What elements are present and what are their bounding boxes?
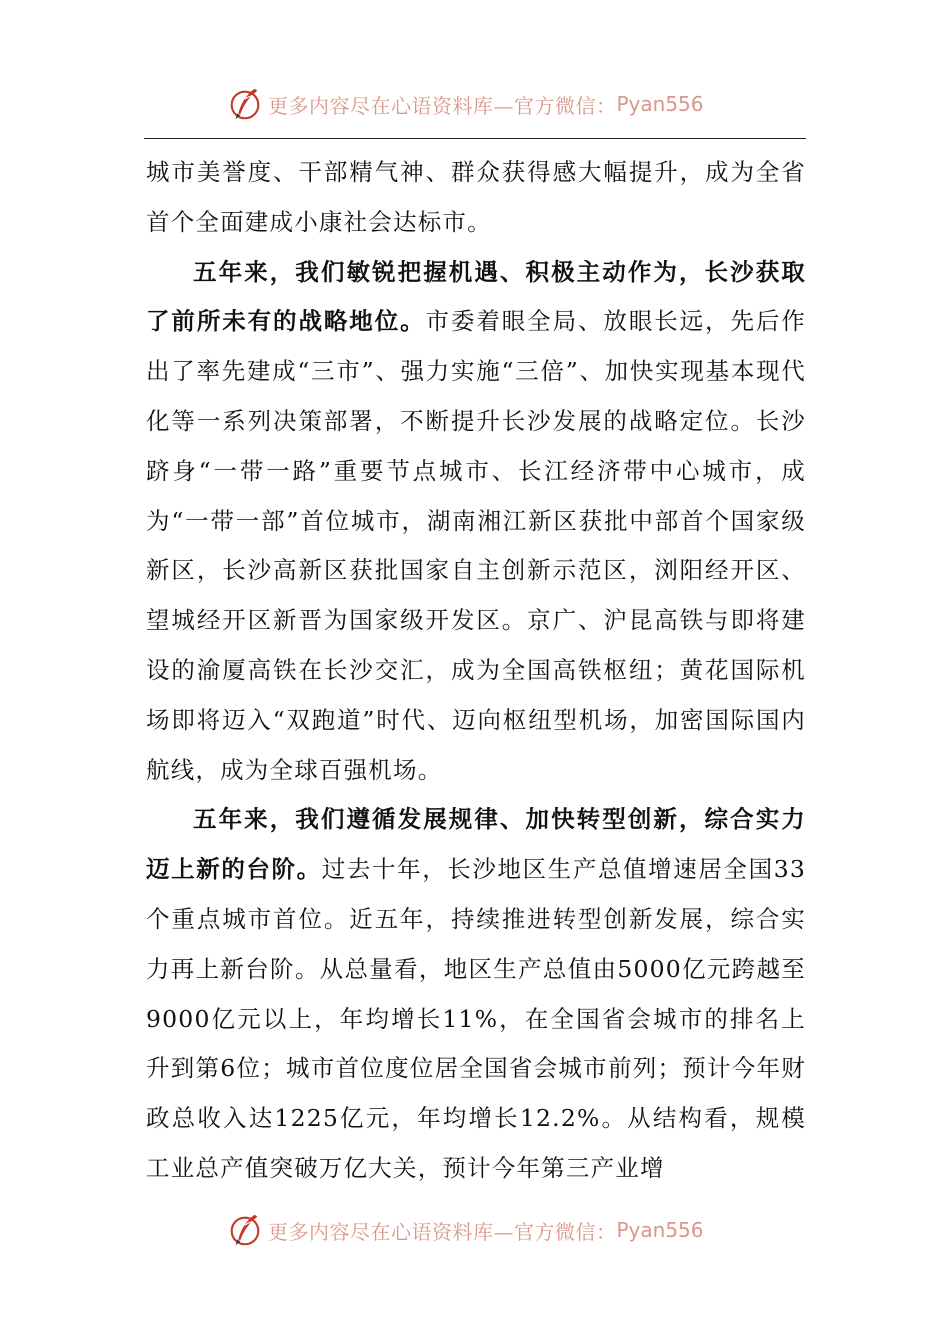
footer-watermark (226, 1210, 704, 1250)
paragraph-lead: 五年来，我们敏锐把握机遇、积极主动作为，长沙获取了前所未有的战略地位。 (146, 257, 806, 336)
quill-pen-logo-icon (226, 85, 264, 123)
header-watermark (226, 84, 704, 124)
paragraph-body: 市委着眼全局、放眼长远，先后作出了率先建成“三市”、强力实施“三倍”、加快实现基本现代化等一系列决策部署，不断提升长沙发展的战略定位。长沙跻身“一带一路”重要节点城市、长江经济带中心城市，成为“一带一部”首位城市，湖南湘江新区获批中部首个国家级新区，长沙高新区获批国家自主创新示范区，浏阳经开区、望城经开区新晋为国家级开发区。京广、沪昆高铁与即将建设的渝厦高铁在长沙交汇，成为全国高铁枢纽；黄花国际机场即将迈入“双跑道”时代、迈向枢纽型机场，加密国际国内航线，成为全球百强机场。 (146, 307, 806, 784)
paragraph-strategic-position (146, 248, 806, 796)
paragraph-body: 过去十年，长沙地区生产总值增速居全国33个重点城市首位。近五年，持续推进转型创新发展，综合实力再上新台阶。从总量看，地区生产总值由5000亿元跨越至9000亿元以上，年均增长11%，在全国省会城市的排名上升到第6位；城市首位度位居全国省会城市前列；预计今年财政总收入达1225亿元，年均增长12.2%。从结构看，规模工业总产值突破万亿大关，预计今年第三产业增 (146, 855, 807, 1182)
paragraph-body: 城市美誉度、干部精气神、群众获得感大幅提升，成为全省首个全面建成小康社会达标市。 (146, 158, 806, 236)
quill-pen-logo-icon (226, 1211, 264, 1249)
watermark-text: 更多内容尽在心语资料库—官方微信： (268, 1219, 617, 1244)
watermark-wechat-id: Pyan556 (616, 1218, 704, 1242)
watermark-text: 更多内容尽在心语资料库—官方微信： (268, 93, 617, 118)
paragraph-overall-strength (146, 795, 806, 1193)
paragraph-lead: 五年来，我们遵循发展规律、加快转型创新，综合实力迈上新的台阶。 (146, 805, 806, 884)
document-body (146, 148, 806, 1194)
watermark-wechat-id: Pyan556 (616, 92, 704, 116)
header-divider (144, 138, 806, 139)
paragraph-continuation (146, 148, 806, 248)
